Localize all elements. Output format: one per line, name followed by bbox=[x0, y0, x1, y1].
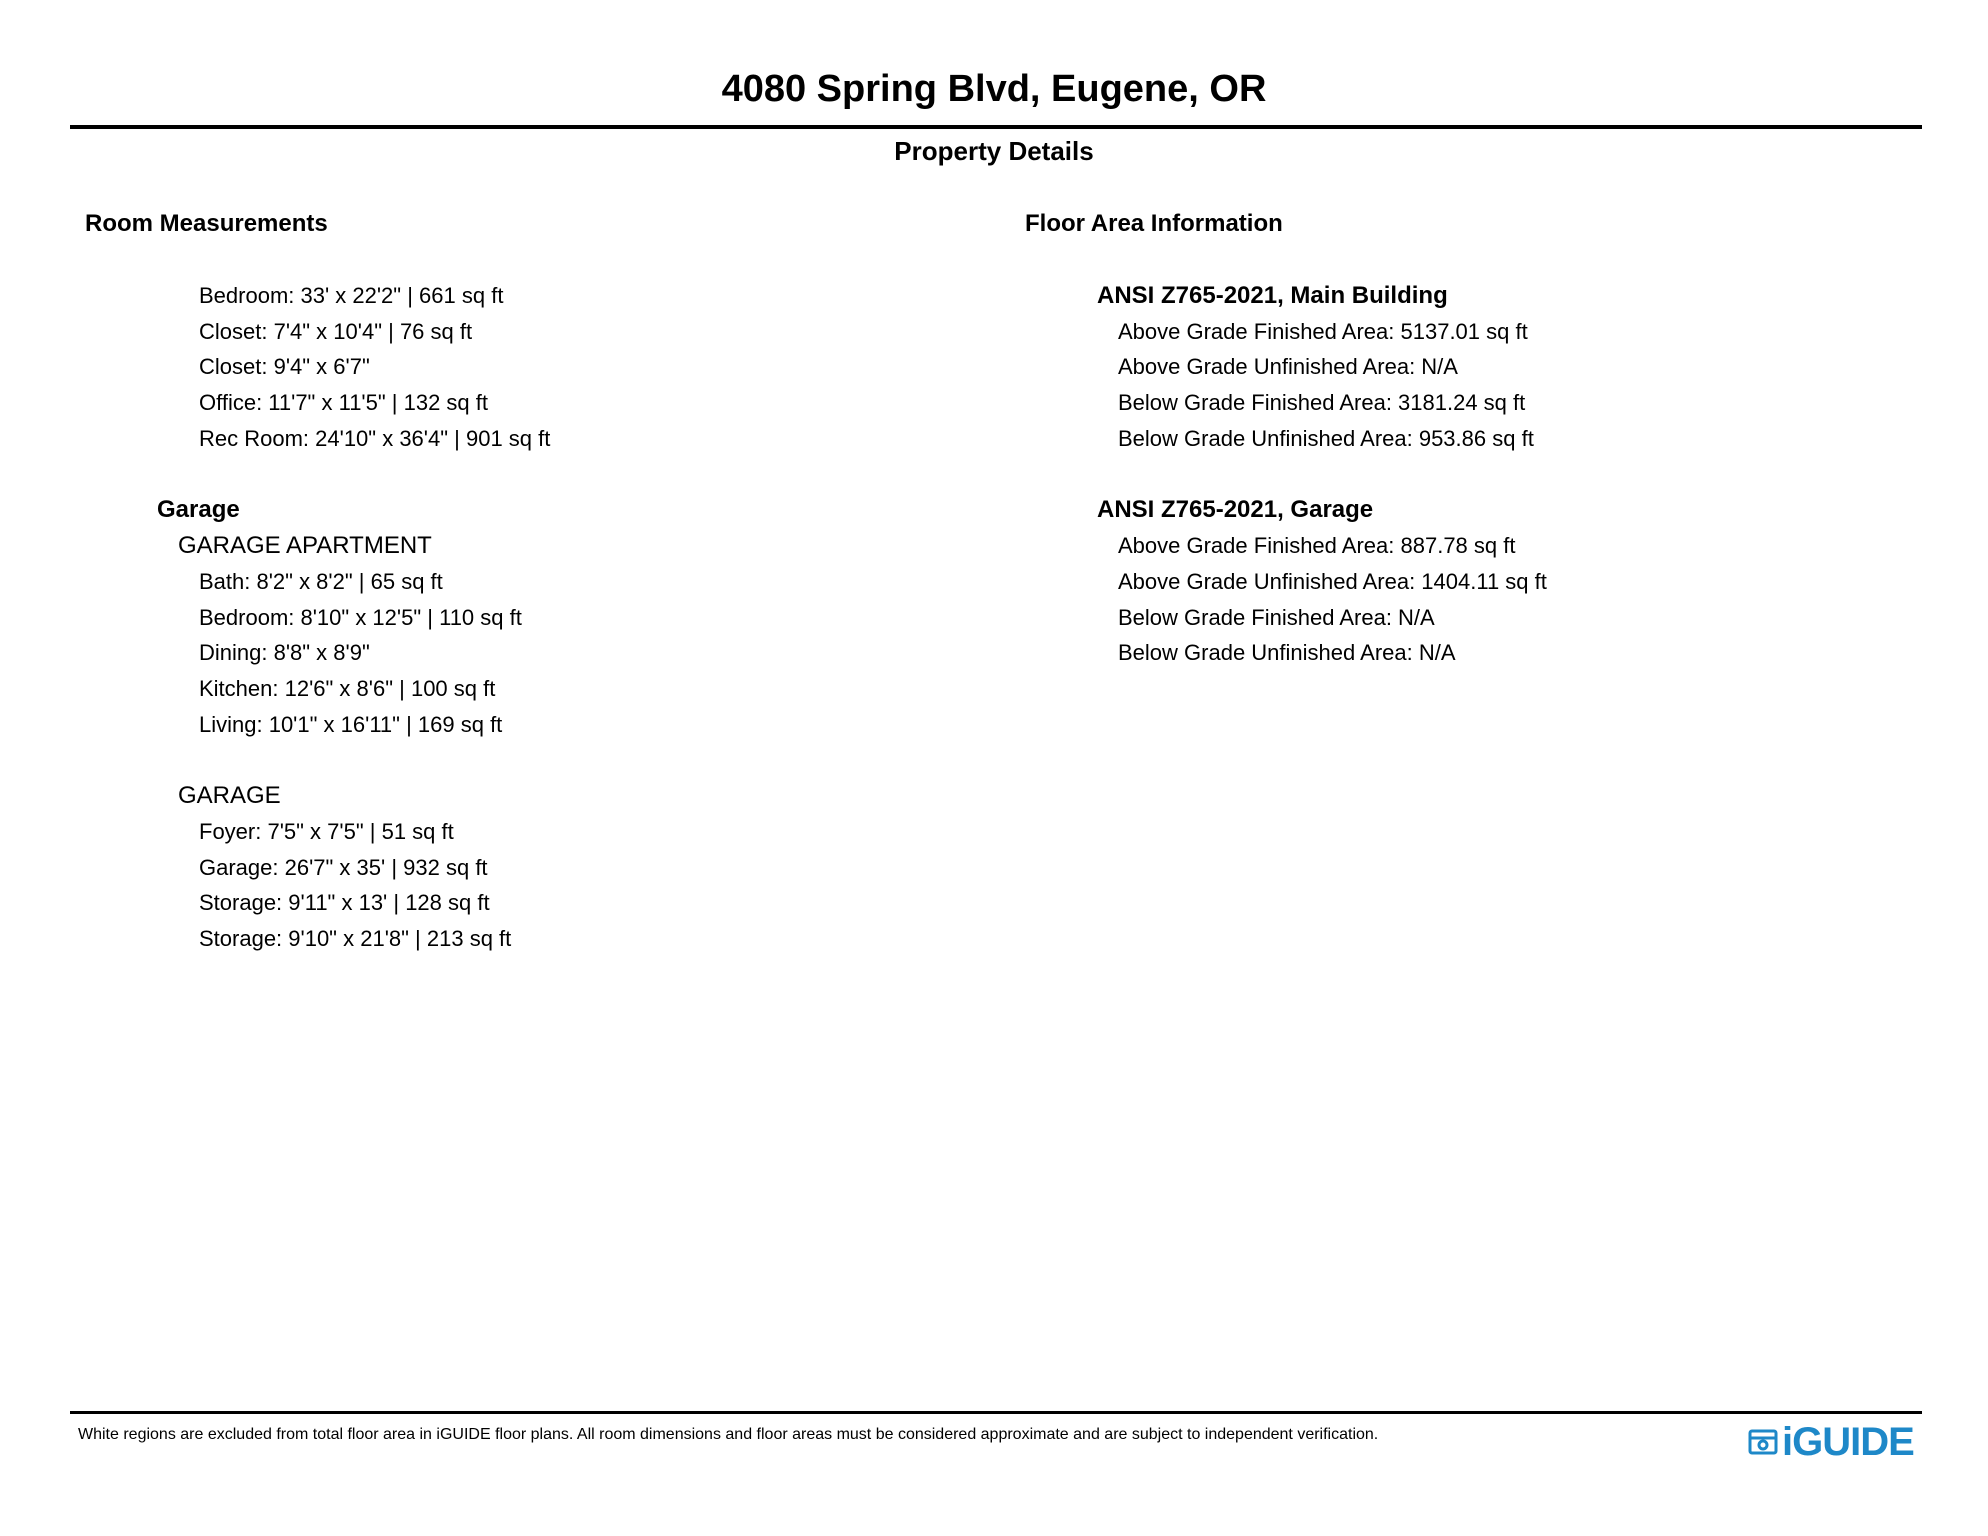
footer-divider bbox=[70, 1411, 1922, 1414]
room-line: Garage: 26'7" x 35' | 932 sq ft bbox=[199, 854, 488, 880]
room-line: Foyer: 7'5" x 7'5" | 51 sq ft bbox=[199, 818, 454, 844]
iguide-logo bbox=[1748, 1420, 1914, 1464]
room-line: Bath: 8'2" x 8'2" | 65 sq ft bbox=[199, 568, 443, 594]
header-divider bbox=[70, 125, 1922, 129]
iguide-logo-icon bbox=[1748, 1427, 1778, 1457]
area-line: Above Grade Unfinished Area: N/A bbox=[1118, 354, 1458, 380]
room-line: Dining: 8'8" x 8'9" bbox=[199, 640, 370, 666]
room-line: Bedroom: 33' x 22'2" | 661 sq ft bbox=[199, 283, 504, 308]
level-label-garage: GARAGE bbox=[178, 782, 281, 810]
room-measurements-section bbox=[85, 206, 985, 957]
floor-area-section bbox=[1025, 206, 1925, 671]
iguide-logo-text: iGUIDE bbox=[1782, 1419, 1914, 1464]
footer-disclaimer: White regions are excluded from total floor area in iGUIDE floor plans. All room dimensions and floor areas must be considered approximate and are subject to independent verification. bbox=[78, 1426, 1379, 1443]
room-line: Storage: 9'10" x 21'8" | 213 sq ft bbox=[199, 926, 512, 951]
standard-label-garage: ANSI Z765-2021, Garage bbox=[1097, 496, 1374, 524]
room-measurements-heading: Room Measurements bbox=[85, 210, 328, 237]
room-line: Bedroom: 8'10" x 12'5" | 110 sq ft bbox=[199, 604, 522, 630]
area-line: Above Grade Finished Area: 5137.01 sq ft bbox=[1118, 318, 1528, 344]
page-title: 4080 Spring Blvd, Eugene, OR bbox=[721, 68, 1267, 110]
area-line: Below Grade Finished Area: 3181.24 sq ft bbox=[1118, 390, 1526, 416]
area-line: Above Grade Finished Area: 887.78 sq ft bbox=[1118, 533, 1516, 559]
area-line: Above Grade Unfinished Area: 1404.11 sq ft bbox=[1118, 568, 1547, 594]
floor-area-heading: Floor Area Information bbox=[1025, 210, 1283, 237]
room-line: Office: 11'7" x 11'5" | 132 sq ft bbox=[199, 390, 489, 416]
room-line: Closet: 9'4" x 6'7" bbox=[199, 354, 370, 380]
area-line: Below Grade Unfinished Area: N/A bbox=[1118, 640, 1456, 666]
area-line: Below Grade Unfinished Area: 953.86 sq ft bbox=[1118, 425, 1534, 451]
area-line: Below Grade Finished Area: N/A bbox=[1118, 604, 1435, 630]
page-subtitle: Property Details bbox=[894, 136, 1094, 166]
room-line: Closet: 7'4" x 10'4" | 76 sq ft bbox=[199, 318, 473, 344]
room-line: Kitchen: 12'6" x 8'6" | 100 sq ft bbox=[199, 675, 496, 701]
level-label-garage-apartment: GARAGE APARTMENT bbox=[178, 532, 432, 560]
room-line: Rec Room: 24'10" x 36'4" | 901 sq ft bbox=[199, 425, 551, 451]
room-line: Living: 10'1" x 16'11" | 169 sq ft bbox=[199, 711, 503, 737]
building-label-garage: Garage bbox=[157, 496, 240, 524]
standard-label-main-building: ANSI Z765-2021, Main Building bbox=[1097, 282, 1448, 309]
room-line: Storage: 9'11" x 13' | 128 sq ft bbox=[199, 890, 490, 916]
